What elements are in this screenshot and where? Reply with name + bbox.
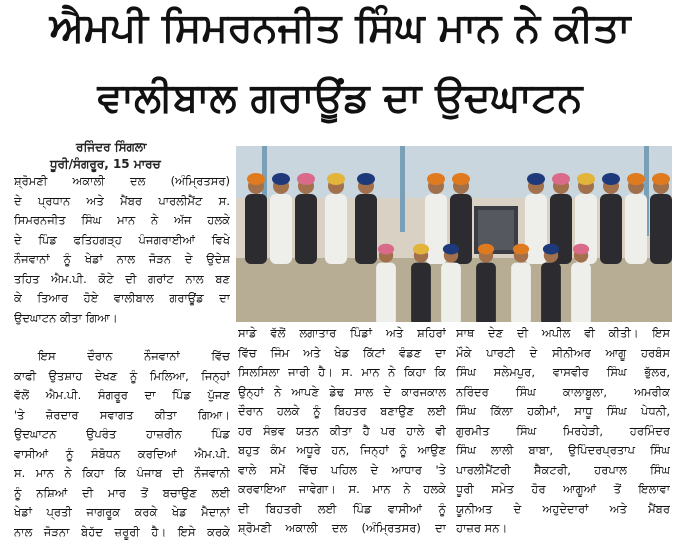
person	[295, 173, 317, 264]
article-line: ਕਰਵਾਇਆ ਜਾਵੇਗਾ। ਸ. ਮਾਨ ਨੇ ਹਲਕੇ	[238, 482, 446, 496]
person	[541, 244, 561, 322]
person	[476, 244, 496, 322]
person	[571, 244, 591, 322]
person	[376, 244, 396, 322]
article-line: ਦੌਰਾਨ ਹਲਕੇ ਨੂੰ ਬਿਹਤਰ ਬਣਾਉਣ ਲਈ	[238, 404, 446, 418]
person	[245, 173, 267, 264]
article-line: ਤਹਿਤ ਐਮ.ਪੀ. ਕੋਟੇ ਦੀ ਗਰਾਂਟ ਨਾਲ ਬਣ	[14, 271, 230, 286]
article-line: ਵਿੱਚ ਜਿੰਮ ਅਤੇ ਖੇਡ ਕਿੱਟਾਂ ਵੰਡਣ ਦਾ	[238, 345, 446, 360]
article-line: ਖੇਡਾਂ ਪ੍ਰਤੀ ਜਾਗਰੂਕ ਕਰਕੇ ਖੇਡ ਮੈਦਾਨਾਂ	[14, 505, 230, 519]
article-column-right	[456, 324, 670, 539]
article-line: ਵਾਸੀਆਂ ਨੂੰ ਸੰਬੋਧਨ ਕਰਦਿਆਂ ਐਮ.ਪੀ.	[14, 446, 230, 461]
article-line: 'ਤੇ ਜ਼ੋਰਦਾਰ ਸਵਾਗਤ ਕੀਤਾ ਗਿਆ।	[14, 407, 230, 422]
article-line: ਕੇ ਤਿਆਰ ਹੋਏ ਵਾਲੀਬਾਲ ਗਰਾਊਂਡ ਦਾ	[14, 291, 230, 305]
byline-dateline: ਧੂਰੀ/ਸੰਗਰੂਰ, 15 ਮਾਰਚ	[50, 157, 161, 171]
person	[650, 173, 672, 264]
article-line: ਨੌਜਵਾਨਾਂ ਨੂੰ ਖੇਡਾਂ ਨਾਲ ਜੋੜਨ ਦੇ ਉਦੇਸ਼	[14, 252, 230, 266]
article-line: ਸਿੰਘ ਕਿੱਲਾ ਹਕੀਮਾਂ, ਸਾਧੂ ਸਿੰਘ ਪੇਧਨੀ,	[456, 404, 670, 418]
article-line: ਵੱਲੋਂ ਐਮ.ਪੀ. ਸੰਗਰੂਰ ਦਾ ਪਿੰਡ ਪੁੱਜਣ	[14, 388, 230, 402]
article-line: ਉਨ੍ਹਾਂ ਨੇ ਆਪਣੇ ਡੇਢ ਸਾਲ ਦੇ ਕਾਰਜਕਾਲ	[238, 384, 446, 399]
article-line: ਸਾਡੇ ਵੱਲੋਂ ਲਗਾਤਾਰ ਪਿੰਡਾਂ ਅਤੇ ਸ਼ਹਿਰਾਂ	[238, 326, 446, 340]
article-line: ਇਸ ਦੌਰਾਨ ਨੌਜਵਾਨਾਂ ਵਿੱਚ	[38, 349, 230, 363]
article-line: ਸ. ਮਾਨ ਨੇ ਕਿਹਾ ਕਿ ਪੰਜਾਬ ਦੀ ਨੌਜਵਾਨੀ	[14, 466, 230, 480]
person	[325, 173, 347, 264]
article-line: ਨਾਲ ਜੋੜਨਾ ਬੇਹੱਦ ਜ਼ਰੂਰੀ ਹੈ। ਇਸੇ ਕਰਕੇ	[14, 524, 230, 539]
event-photo	[236, 146, 672, 322]
article-line: ਦੇ ਪਿੰਡ ਫਤਿਹਗੜ੍ਹ ਪੰਜਗਰਾਈਆਂ ਵਿਖੇ	[14, 232, 230, 247]
article-line: ਯੂਨੀਅਤ ਦੇ ਅਹੁਦੇਦਾਰਾਂ ਅਤੇ ਮੈਂਬਰ	[456, 501, 670, 516]
article-column-left-bottom	[14, 347, 230, 542]
article-line: ਦੇ ਪ੍ਰਧਾਨ ਅਤੇ ਮੈਂਬਰ ਪਾਰਲੀਮੈਂਟ ਸ.	[14, 193, 230, 208]
article-line: ਗੁਰਮੀਤ ਸਿੰਘ ਮਿਰਹੇੜੀ, ਹਰਮਿੰਦਰ	[456, 423, 670, 438]
person	[355, 173, 377, 264]
article-line: ਧੂਰੀ ਸਮੇਤ ਹੋਰ ਆਗੂਆਂ ਤੋਂ ਇਲਾਵਾ	[456, 482, 670, 496]
article-column-middle	[238, 324, 446, 539]
article-line: ਸ਼੍ਰੋਮਣੀ ਅਕਾਲੀ ਦਲ (ਅੰਮ੍ਰਿਤਸਰ)	[14, 174, 230, 188]
person	[511, 244, 531, 322]
article-line: ਸਾਥ ਦੇਣ ਦੀ ਅਪੀਲ ਵੀ ਕੀਤੀ। ਇਸ	[456, 326, 670, 340]
article-line: ਨਰਿੰਦਰ ਸਿੰਘ ਕਾਲਾਬੂਲਾ, ਅਮਰੀਕ	[456, 384, 670, 399]
article-line: ਸਿਮਰਨਜੀਤ ਸਿੰਘ ਮਾਨ ਨੇ ਅੱਜ ਹਲਕੇ	[14, 213, 230, 227]
article-line: ਸਿਲਸਿਲਾ ਜਾਰੀ ਹੈ। ਸ. ਮਾਨ ਨੇ ਕਿਹਾ ਕਿ	[238, 365, 446, 379]
article-column-left-top	[14, 172, 230, 328]
article-line: ਸਿੰਘ ਲਾਲੀ ਬਾਬਾ, ਉਪਿੰਦਰਪ੍ਰਤਾਪ ਸਿੰਘ	[456, 443, 670, 457]
article-line: ਹਾਜ਼ਰ ਸਨ।	[456, 521, 508, 535]
article-line: ਉਦਘਾਟਨ ਉਪਰੰਤ ਹਾਜ਼ਰੀਨ ਪਿੰਡ	[14, 427, 230, 441]
person	[270, 173, 292, 264]
article-line: ਵਾਲੇ ਸਮੇਂ ਵਿੱਚ ਪਹਿਲ ਦੇ ਆਧਾਰ 'ਤੇ	[238, 462, 446, 477]
article-line: ਬਹੁਤ ਕੰਮ ਅਧੂਰੇ ਹਨ, ਜਿਨ੍ਹਾਂ ਨੂੰ ਆਉਣ	[238, 443, 446, 457]
article-line: ਦੀ ਬਿਹਤਰੀ ਲਈ ਪਿੰਡ ਵਾਸੀਆਂ ਨੂੰ	[238, 501, 446, 516]
headline-line-2: ਵਾਲੀਬਾਲ ਗਰਾਊਂਡ ਦਾ ਉਦਘਾਟਨ	[97, 75, 583, 121]
person	[600, 173, 622, 264]
article-line: ਪਾਰਲੀਮੈਂਟਰੀ ਸੈਕਟਰੀ, ਹਰਪਾਲ ਸਿੰਘ	[456, 462, 670, 477]
byline-author: ਰਜਿੰਦਰ ਸਿੰਗਲਾ	[76, 140, 147, 154]
person	[441, 244, 461, 322]
person	[625, 173, 647, 264]
article-line: ਸ਼੍ਰੋਮਣੀ ਅਕਾਲੀ ਦਲ (ਅੰਮ੍ਰਿਤਸਰ) ਦਾ	[238, 521, 446, 535]
article-line: ਨੂੰ ਨਸ਼ਿਆਂ ਦੀ ਮਾਰ ਤੋਂ ਬਚਾਉਣ ਲਈ	[14, 485, 230, 500]
article-line: ਉਦਘਾਟਨ ਕੀਤਾ ਗਿਆ।	[14, 310, 118, 325]
headline-line-1: ਐਮਪੀ ਸਿਮਰਨਜੀਤ ਸਿੰਘ ਮਾਨ ਨੇ ਕੀਤਾ	[49, 5, 631, 51]
person	[411, 244, 431, 322]
article-line: ਮੌਕੇ ਪਾਰਟੀ ਦੇ ਸੀਨੀਅਰ ਆਗੂ ਹਰਬੰਸ	[456, 345, 670, 360]
article-line: ਸਿੰਘ ਸਲੇਮਪੁਰ, ਵਾਸਵੀਰ ਸਿੰਘ ਭੁੱਲਰ,	[456, 365, 670, 379]
article-line: ਹਰ ਸੰਭਵ ਯਤਨ ਕੀਤਾ ਹੈ ਪਰ ਹਾਲੇ ਵੀ	[238, 423, 446, 438]
article-line: ਕਾਫੀ ਉਤਸ਼ਾਹ ਦੇਖਣ ਨੂੰ ਮਿਲਿਆ, ਜਿਨ੍ਹਾਂ	[14, 368, 230, 383]
